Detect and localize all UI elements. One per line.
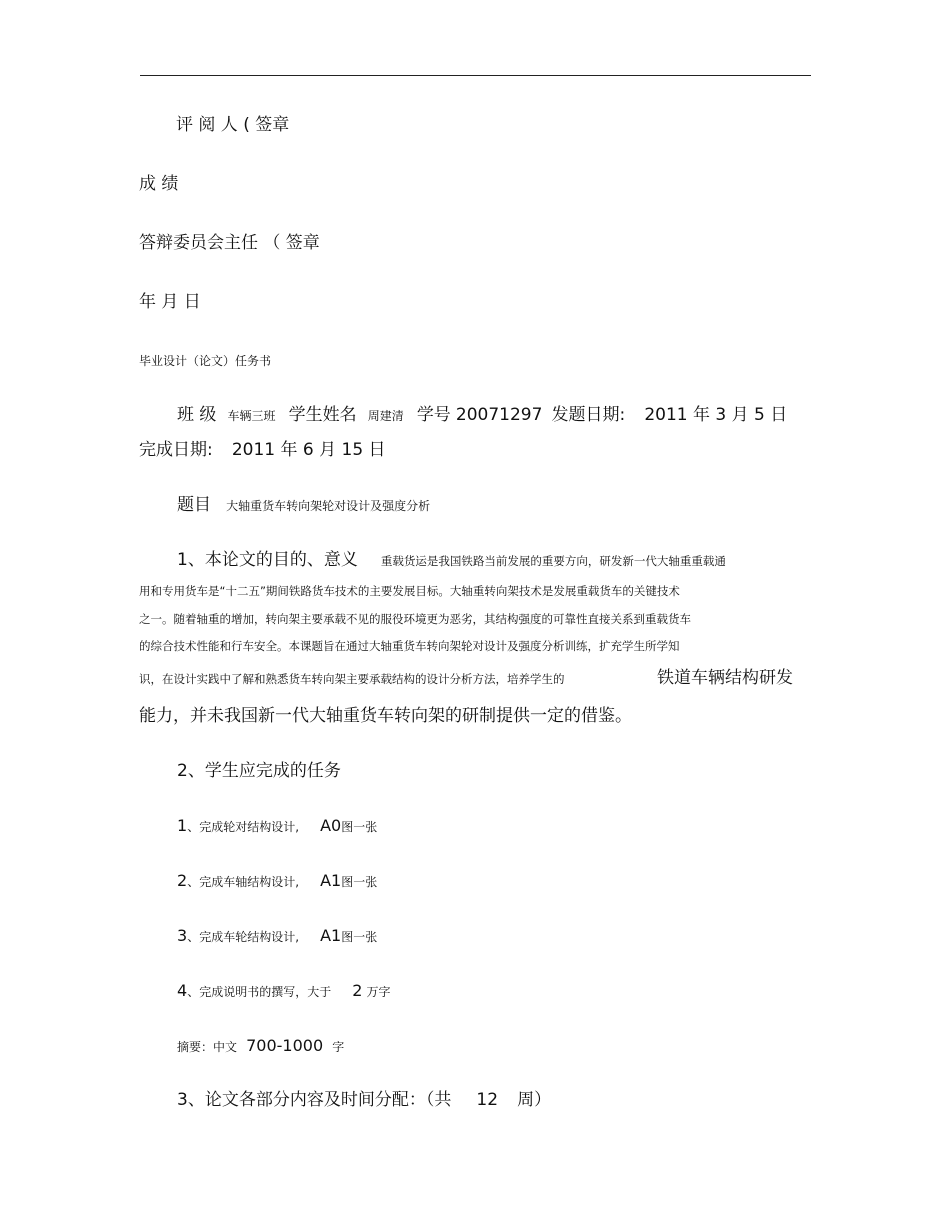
committee-chair-signature-label: 答辩委员会主任 （ 签章 (139, 233, 320, 253)
task-item (177, 818, 377, 834)
task-item (177, 983, 391, 999)
reviewer-signature-label: 评 阅 人 ( 签章 (176, 115, 290, 135)
class-label: 班 级 (177, 405, 217, 425)
finish-date-line (139, 442, 386, 459)
student-info-line (177, 407, 787, 424)
abstract-word-range: 700-1000 (246, 1036, 324, 1055)
task-unit: 图一张 (341, 875, 378, 889)
task-number: 2 (177, 871, 188, 890)
student-id-label: 学号 (416, 405, 451, 425)
abstract-requirement (177, 1038, 344, 1054)
task-text: 、完成说明书的撰写，大于 (187, 985, 332, 999)
task-unit: 万字 (366, 985, 391, 999)
document-title: 毕业设计（论文）任务书 (139, 354, 272, 368)
topic-label: 题目 (177, 495, 211, 515)
task-drawing-size: A1 (320, 871, 342, 890)
section1-text-line4: 的综合技术性能和行车安全。本课题旨在通过大轴重货车转向架轮对设计及强度分析训练，扩充学生所学知 (139, 639, 680, 653)
task-text: 、完成车轮结构设计, (187, 930, 300, 944)
task-number: 3 (177, 926, 188, 945)
header-rule (140, 75, 811, 76)
task-unit: 图一张 (341, 930, 378, 944)
section1-text-line1: 重载货运是我国铁路当前发展的重要方向，研发新一代大轴重重载通 (380, 554, 726, 568)
class-value: 车辆三班 (227, 409, 276, 423)
task-number: 4 (177, 981, 188, 1000)
issue-date-label: 发题日期: (551, 405, 626, 425)
section2-heading: 2、学生应完成的任务 (177, 761, 341, 781)
section1-text-line2: 用和专用货车是“十二五”期间铁路货车技术的主要发展目标。大轴重转向架技术是发展重载货车的关键技术 (139, 584, 680, 598)
signature-date-label: 年 月 日 (139, 292, 201, 312)
section1-text-line3: 之一。随着轴重的增加，转向架主要承载不见的服役环境更为恶劣，其结构强度的可靠性直接关系到重载货车 (139, 612, 691, 626)
section1-first-line (177, 552, 726, 569)
issue-date-value: 2011 年 3 月 5 日 (644, 405, 788, 425)
section1-text-line6: 能力，并未我国新一代大轴重货车转向架的研制提供一定的借鉴。 (139, 706, 632, 726)
task-word-count: 2 (352, 981, 363, 1000)
student-id-value: 20071297 (455, 405, 543, 425)
section3-heading-line (177, 1092, 551, 1109)
task-drawing-size: A1 (320, 926, 342, 945)
abstract-unit: 字 (332, 1040, 345, 1054)
student-name-value: 周建清 (367, 409, 404, 423)
section3-heading: 3、论文各部分内容及时间分配：（共 (177, 1090, 452, 1110)
task-drawing-size: A0 (320, 816, 342, 835)
student-name-label: 学生姓名 (288, 405, 357, 425)
task-number: 1 (177, 816, 188, 835)
task-unit: 图一张 (341, 820, 378, 834)
finish-date-value: 2011 年 6 月 15 日 (231, 440, 386, 460)
finish-date-label: 完成日期: (139, 440, 213, 460)
section3-weeks: 12 (476, 1090, 499, 1110)
section1-line5 (139, 670, 565, 686)
topic-value: 大轴重货车转向架轮对设计及强度分析 (226, 499, 431, 513)
task-text: 、完成车轴结构设计, (187, 875, 300, 889)
section1-heading: 1、本论文的目的、意义 (177, 550, 358, 570)
task-item (177, 928, 377, 944)
section1-text-line5b: 铁道车辆结构研发 (657, 668, 793, 688)
task-text: 、完成轮对结构设计, (187, 820, 300, 834)
section3-weeks-unit: 周） (517, 1090, 552, 1110)
topic-line (177, 497, 430, 514)
grade-label: 成 绩 (139, 174, 179, 194)
abstract-label: 摘要：中文 (177, 1040, 238, 1054)
task-item (177, 873, 377, 889)
section1-text-line5a: 识，在设计实践中了解和熟悉货车转向架主要承载结构的设计分析方法，培养学生的 (139, 672, 565, 686)
